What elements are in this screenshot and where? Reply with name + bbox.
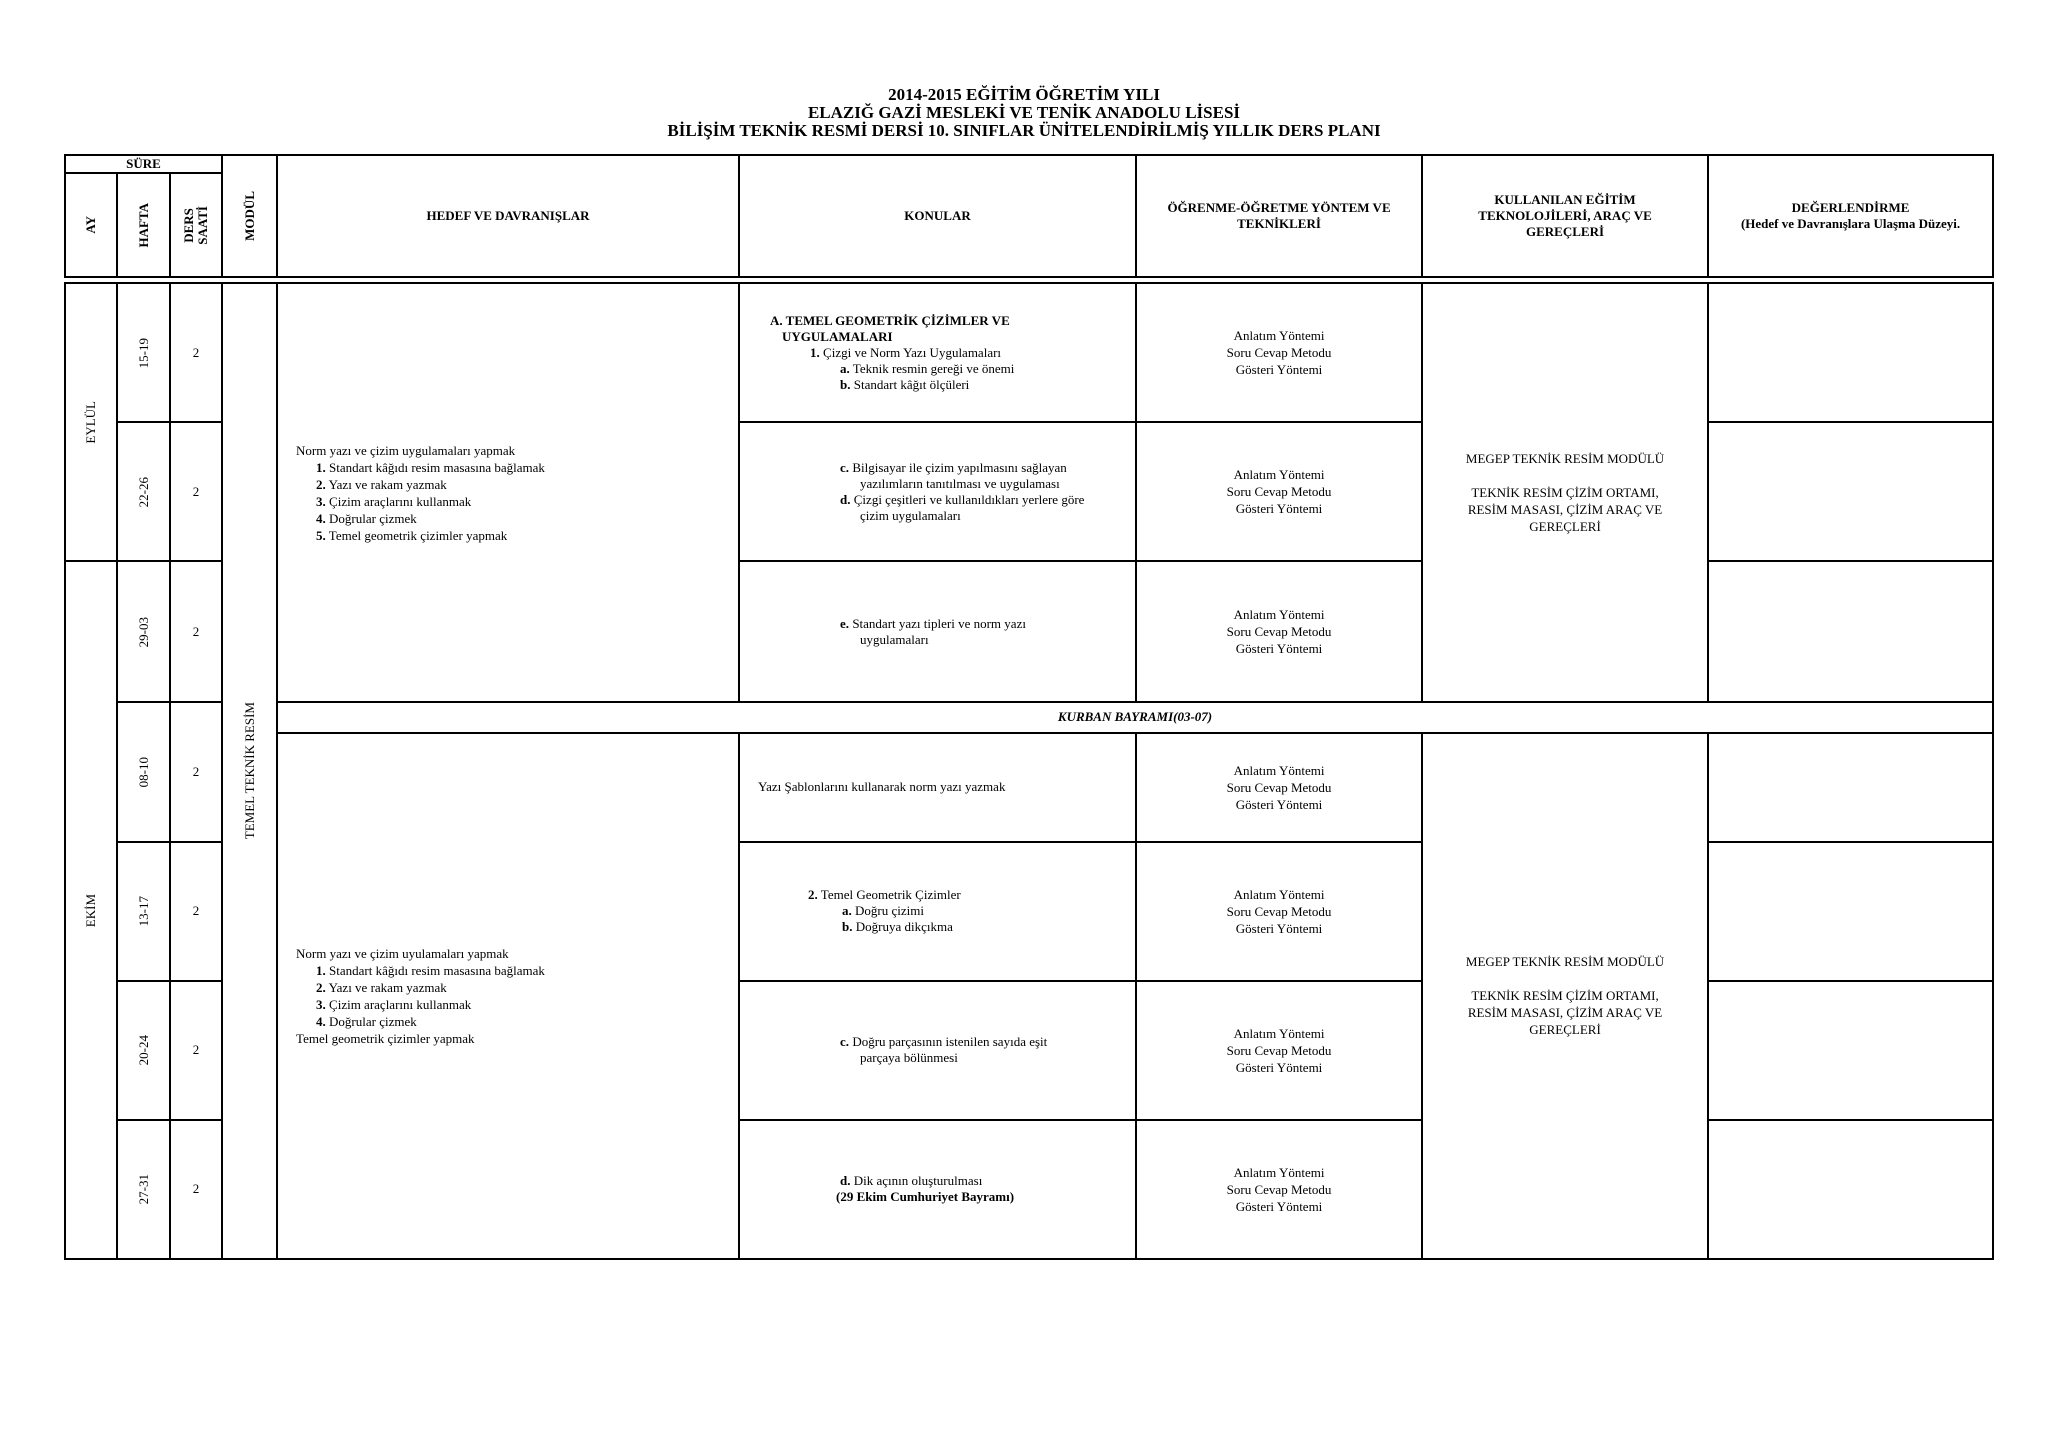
header-hafta: HAFTA: [117, 173, 170, 277]
week-cell: 22-26: [117, 422, 170, 561]
table-row: [65, 702, 1993, 732]
table-row: [65, 283, 1993, 422]
yontem-cell: Anlatım Yöntemi Soru Cevap Metodu Gösteri Yöntemi: [1136, 842, 1422, 981]
module-cell: TEMEL TEKNİK RESİM: [222, 283, 277, 1259]
title-year: 2014-2015 EĞİTİM ÖĞRETİM YILI: [888, 85, 1160, 104]
yontem-cell: Anlatım Yöntemi Soru Cevap Metodu Gösteri Yöntemi: [1136, 1120, 1422, 1259]
title-plan: BİLİŞİM TEKNİK RESMİ DERSİ 10. SINIFLAR ÜNİTELENDİRİLMİŞ YILLIK DERS PLANI: [667, 121, 1381, 140]
header-ay: AY: [65, 173, 117, 277]
week-cell: 27-31: [117, 1120, 170, 1259]
konu-week-6: c. Doğru parçasının istenilen sayıda eşit parçaya bölünmesi: [739, 981, 1136, 1120]
annual-plan-table: [64, 154, 1994, 1260]
hours-cell: 2: [170, 1120, 222, 1259]
degerlendirme-cell: [1708, 1120, 1993, 1259]
holiday-banner: KURBAN BAYRAMI(03-07): [277, 702, 1993, 732]
teknoloji-block-1: MEGEP TEKNİK RESİM MODÜLÜ TEKNİK RESİM ÇİZİM ORTAMI, RESİM MASASI, ÇİZİM ARAÇ VE GEREÇLERİ: [1422, 283, 1708, 702]
hours-cell: 2: [170, 561, 222, 702]
hours-cell: 2: [170, 422, 222, 561]
header-hedef: HEDEF VE DAVRANIŞLAR: [277, 155, 739, 277]
yontem-cell: Anlatım Yöntemi Soru Cevap Metodu Gösteri Yöntemi: [1136, 981, 1422, 1120]
title-school: ELAZIĞ GAZİ MESLEKİ VE TENİK ANADOLU LİSESİ: [807, 103, 1241, 122]
degerlendirme-cell: [1708, 733, 1993, 842]
degerlendirme-cell: [1708, 422, 1993, 561]
header-ders-saati: DERS SAATİ: [170, 173, 222, 277]
week-cell: 15-19: [117, 283, 170, 422]
konu-week-2: c. Bilgisayar ile çizim yapılmasını sağlayan yazılımların tanıtılması ve uygulaması d. Çizgi çeşitleri ve kullanıldıkları yerlere göre çizim uygulamaları: [739, 422, 1136, 561]
hours-cell: 2: [170, 981, 222, 1120]
hours-cell: 2: [170, 702, 222, 841]
konu-week-3: e. Standart yazı tipleri ve norm yazı uygulamaları: [739, 561, 1136, 702]
month-ekim: EKİM: [65, 561, 117, 1259]
week-cell: 08-10: [117, 702, 170, 841]
week-cell: 20-24: [117, 981, 170, 1120]
month-eylul: EYLÜL: [65, 283, 117, 561]
hours-cell: 2: [170, 842, 222, 981]
header-modul: MODÜL: [222, 155, 277, 277]
hedef-block-2: Norm yazı ve çizim uyulamaları yapmak 1. Standart kâğıdı resim masasına bağlamak 2. Yazı ve rakam yazmak 3. Çizim araçlarını kullanmak 4. Doğrular çizmek Temel geometrik çizimler yapmak: [277, 733, 739, 1260]
degerlendirme-cell: [1708, 561, 1993, 702]
header-konular: KONULAR: [739, 155, 1136, 277]
week-cell: 29-03: [117, 561, 170, 702]
konu-week-1: A. TEMEL GEOMETRİK ÇİZİMLER VE UYGULAMALARI 1. Çizgi ve Norm Yazı Uygulamaları a. Teknik resmin gereği ve önemi b. Standart kâğıt ölçüleri: [739, 283, 1136, 422]
hours-cell: 2: [170, 283, 222, 422]
konu-week-5: 2. Temel Geometrik Çizimler a. Doğru çizimi b. Doğruya dikçıkma: [739, 842, 1136, 981]
yontem-cell: Anlatım Yöntemi Soru Cevap Metodu Gösteri Yöntemi: [1136, 561, 1422, 702]
document-titles: [0, 86, 2048, 140]
yontem-cell: Anlatım Yöntemi Soru Cevap Metodu Gösteri Yöntemi: [1136, 422, 1422, 561]
header-sure: SÜRE: [65, 155, 222, 173]
konu-week-7: d. Dik açının oluşturulması (29 Ekim Cumhuriyet Bayramı): [739, 1120, 1136, 1259]
yontem-cell: Anlatım Yöntemi Soru Cevap Metodu Gösteri Yöntemi: [1136, 283, 1422, 422]
teknoloji-block-2: MEGEP TEKNİK RESİM MODÜLÜ TEKNİK RESİM ÇİZİM ORTAMI, RESİM MASASI, ÇİZİM ARAÇ VE GEREÇLERİ: [1422, 733, 1708, 1260]
header-teknoloji: KULLANILAN EĞİTİM TEKNOLOJİLERİ, ARAÇ VE GEREÇLERİ: [1422, 155, 1708, 277]
hedef-block-1: Norm yazı ve çizim uygulamaları yapmak 1. Standart kâğıdı resim masasına bağlamak 2. Yazı ve rakam yazmak 3. Çizim araçlarını kullanmak 4. Doğrular çizmek 5. Temel geometrik çizimler yapmak: [277, 283, 739, 702]
konu-week-4: Yazı Şablonlarını kullanarak norm yazı yazmak: [739, 733, 1136, 842]
header-yontem: ÖĞRENME-ÖĞRETME YÖNTEM VE TEKNİKLERİ: [1136, 155, 1422, 277]
table-row: [65, 733, 1993, 842]
week-cell: 13-17: [117, 842, 170, 981]
degerlendirme-cell: [1708, 283, 1993, 422]
degerlendirme-cell: [1708, 981, 1993, 1120]
header-degerlendirme: DEĞERLENDİRME (Hedef ve Davranışlara Ulaşma Düzeyi.: [1708, 155, 1993, 277]
yontem-cell: Anlatım Yöntemi Soru Cevap Metodu Gösteri Yöntemi: [1136, 733, 1422, 842]
degerlendirme-cell: [1708, 842, 1993, 981]
